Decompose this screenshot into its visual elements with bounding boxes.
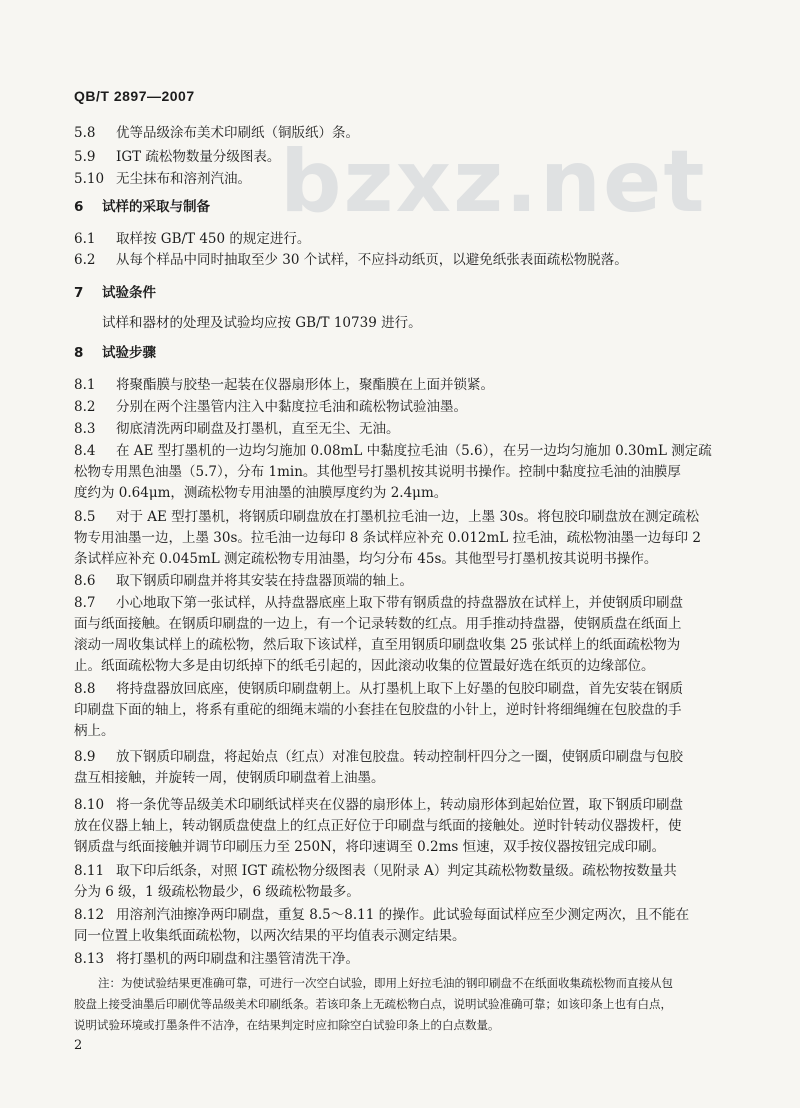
section-number: 8: [74, 345, 84, 361]
item-8-4: [74, 442, 712, 461]
item-text: 取下钢质印刷盘并将其安装在持盘器顶端的轴上。: [116, 573, 413, 589]
section-number: 7: [74, 285, 84, 301]
item-number: 8.6: [74, 573, 96, 589]
item-text-line: 用溶剂汽油擦净两印刷盘，重复 8.5～8.11 的操作。此试验每面试样应至少测定两次，且不能在: [116, 907, 690, 923]
item-8-5-line-3: 条试样应补充 0.045mL 测定疏松物专用油墨，均匀分布 45s。其他型号打墨机按其说明书操作。: [74, 551, 658, 567]
item-text: 将打墨机的两印刷盘和注墨管清洗干净。: [116, 951, 359, 967]
item-6-1: [74, 230, 310, 249]
item-6-2: [74, 251, 628, 270]
section-title: 试样的采取与制备: [102, 199, 210, 215]
item-8-12: [74, 906, 689, 925]
item-number: 8.12: [74, 907, 105, 923]
watermark: bzxz.net: [280, 132, 707, 232]
item-text-line: 对于 AE 型打墨机，将钢质印刷盘放在打墨机拉毛油一边，上墨 30s。将包胶印刷盘放在测定疏松: [116, 509, 700, 525]
item-8-7-line-3: 滚动一周收集试样上的疏松物，然后取下该试样，直至用钢质印刷盘收集 25 张试样上的纸面疏松物为: [74, 637, 681, 653]
item-number: 8.7: [74, 595, 96, 611]
item-8-8: [74, 680, 683, 699]
section-6-heading: [74, 198, 210, 217]
item-8-9: [74, 748, 683, 767]
standard-code: QB/T 2897—2007: [74, 88, 195, 104]
section-number: 6: [74, 199, 84, 215]
item-number: 5.9: [74, 149, 96, 165]
section-title: 试验步骤: [102, 345, 156, 361]
item-8-5-line-2: 物专用油墨一边，上墨 30s。拉毛油一边每印 8 条试样应补充 0.012mL 拉毛油，疏松物油墨一边每印 2: [74, 530, 701, 546]
item-text-line: 将一条优等品级美术印刷纸试样夹在仪器的扇形体上，转动扇形体到起始位置，取下钢质印刷盘: [116, 797, 683, 813]
item-text: 分别在两个注墨管内注入中黏度拉毛油和疏松物试验油墨。: [116, 399, 467, 415]
item-number: 8.2: [74, 399, 96, 415]
item-5-9: [74, 148, 280, 167]
item-8-7-line-2: 面与纸面接触。在钢质印刷盘的一边上，有一个记录转数的红点。用手推动持盘器，使钢质盘在纸面上: [74, 616, 682, 632]
item-8-12-line-2: 同一位置上收集纸面疏松物，以两次结果的平均值表示测定结果。: [74, 928, 466, 944]
item-8-2: [74, 398, 467, 417]
item-8-10-line-3: 钢质盘与纸面接触并调节印刷压力至 250N，将印速调至 0.2ms 恒速，双手按仪器按钮完成印刷。: [74, 839, 666, 855]
item-8-7-line-4: 止。纸面疏松物大多是由切纸掉下的纸毛引起的，因此滚动收集的位置最好选在纸页的边缘部位。: [74, 658, 655, 674]
item-text-line: 取下印后纸条，对照 IGT 疏松物分级图表（见附录 A）判定其疏松物数量级。疏松物按数量共: [116, 863, 677, 879]
item-8-5: [74, 508, 699, 527]
item-number: 8.4: [74, 443, 96, 459]
item-number: 6.2: [74, 252, 96, 268]
item-8-4-line-3: 度约为 0.64μm，测疏松物专用油墨的油膜厚度约为 2.4μm。: [74, 485, 448, 501]
item-number: 8.8: [74, 681, 96, 697]
note-line-2: 胶盘上接受油墨后印刷优等品级美术印刷纸条。若该印条上无疏松物白点，说明试验准确可靠；如该印条上也有白点，: [74, 997, 672, 1011]
item-text-line: 将持盘器放回底座，使钢质印刷盘朝上。从打墨机上取下上好墨的包胶印刷盘，首先安装在钢质: [116, 681, 683, 697]
item-number: 5.10: [74, 171, 105, 187]
item-number: 6.1: [74, 231, 96, 247]
item-8-6: [74, 572, 413, 591]
item-text: 优等品级涂布美术印刷纸（铜版纸）条。: [116, 125, 359, 141]
item-8-11-line-2: 分为 6 级，1 级疏松物最少，6 级疏松物最多。: [74, 884, 360, 900]
item-8-11: [74, 862, 677, 881]
item-number: 8.13: [74, 951, 105, 967]
item-8-1: [74, 376, 494, 395]
item-text-line: 放下钢质印刷盘，将起始点（红点）对准包胶盘。转动控制杆四分之一圈，使钢质印刷盘与包胶: [116, 749, 683, 765]
section-title: 试验条件: [102, 285, 156, 301]
item-text: IGT 疏松物数量分级图表。: [116, 149, 281, 165]
item-5-10: [74, 170, 251, 189]
item-number: 8.11: [74, 863, 105, 879]
item-text: 无尘抹布和溶剂汽油。: [116, 171, 251, 187]
item-5-8: [74, 124, 359, 143]
page-number: 2: [74, 1038, 83, 1053]
item-8-9-line-2: 盘互相接触，并旋转一周，使钢质印刷盘着上油墨。: [74, 770, 385, 786]
item-8-13: [74, 950, 359, 969]
item-text-line: 小心地取下第一张试样，从持盘器底座上取下带有钢质盘的持盘器放在试样上，并使钢质印刷盘: [116, 595, 683, 611]
item-text-line: 在 AE 型打墨机的一边均匀施加 0.08mL 中黏度拉毛油（5.6），在另一边均匀施加 0.30mL 测定疏: [116, 443, 712, 459]
item-text: 从每个样品中同时抽取至少 30 个试样，不应抖动纸页，以避免纸张表面疏松物脱落。: [116, 252, 628, 268]
note-line-1: 注：为使试验结果更准确可靠，可进行一次空白试验，即用上好拉毛油的钢印刷盘不在纸面收集疏松物而直接从包: [98, 976, 673, 990]
item-number: 8.1: [74, 377, 96, 393]
item-8-10-line-2: 放在仪器上轴上，转动钢质盘使盘上的红点正好位于印刷盘与纸面的接触处。逆时针转动仪器拨杆，使: [74, 818, 682, 834]
item-text: 将聚酯膜与胶垫一起装在仪器扇形体上，聚酯膜在上面并锁紧。: [116, 377, 494, 393]
section-7-paragraph: 试样和器材的处理及试验均应按 GB/T 10739 进行。: [102, 315, 422, 331]
item-number: 8.9: [74, 749, 96, 765]
item-text: 取样按 GB/T 450 的规定进行。: [116, 231, 311, 247]
item-8-4-line-2: 松物专用黑色油墨（5.7），分布 1min。其他型号打墨机按其说明书操作。控制中黏度拉毛油的油膜厚: [74, 464, 681, 480]
item-text: 彻底清洗两印刷盘及打墨机，直至无尘、无油。: [116, 421, 400, 437]
item-8-7: [74, 594, 683, 613]
item-number: 5.8: [74, 125, 96, 141]
item-number: 8.5: [74, 509, 96, 525]
section-7-heading: [74, 284, 156, 303]
item-number: 8.10: [74, 797, 105, 813]
note-line-3: 说明试验环境或打墨条件不洁净，在结果判定时应扣除空白试验印条上的白点数量。: [74, 1018, 500, 1032]
item-8-8-line-3: 柄上。: [74, 723, 115, 739]
item-number: 8.3: [74, 421, 96, 437]
item-8-8-line-2: 印刷盘下面的轴上，将系有重砣的细绳末端的小套挂在包胶盘的小针上，逆时针将细绳缠在包胶盘的手: [74, 702, 682, 718]
item-8-10: [74, 796, 683, 815]
item-8-3: [74, 420, 400, 439]
section-8-heading: [74, 344, 156, 363]
